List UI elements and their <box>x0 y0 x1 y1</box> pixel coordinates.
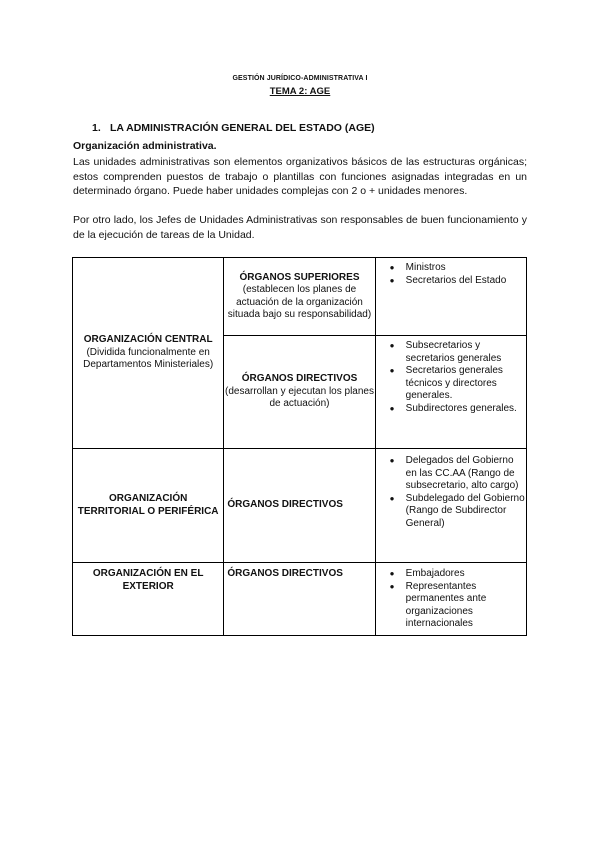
exterior-list <box>376 568 526 631</box>
course-header: GESTIÓN JURÍDICO-ADMINISTRATIVA I <box>232 75 368 82</box>
tema-title-text: TEMA 2: AGE <box>269 86 331 97</box>
list-item: ● Secretarios generales técnicos y directores generales. <box>396 365 526 403</box>
exterior-organ-cell <box>224 563 375 636</box>
list-item: ● Subsecretarios y secretarios generales <box>396 340 526 365</box>
table-row <box>73 449 527 563</box>
territorial-list-cell <box>375 449 526 563</box>
paragraph-1: Las unidades administrativas son elementos organizativos básicos de las estructuras orgánicas; estos comprenden puestos de trabajo o plantillas con funciones asignadas integradas en un determinado órgano. Puede haber unidades complejas con 2 o + unidades menores. <box>73 156 527 198</box>
central-org-title: ORGANIZACIÓN CENTRAL <box>83 334 213 346</box>
list-item: ● Delegados del Gobierno en las CC.AA (Rango de subsecretario, alto cargo) <box>396 455 526 493</box>
directivos-desc: (desarrollan y ejecutan los planes de actuación) <box>225 385 374 410</box>
superiores-desc: (establecen los planes de actuación de la organización situada bajo su responsabilidad) <box>227 284 372 320</box>
list-item: ● Representantes permanentes ante organizaciones internacionales <box>396 581 526 631</box>
territorial-org-cell <box>73 449 224 563</box>
exterior-org-title: ORGANIZACIÓN EN EL EXTERIOR <box>92 568 204 592</box>
superiores-list-cell <box>375 258 526 336</box>
list-item: ● Subdirectores generales. <box>396 403 526 416</box>
central-org-cell <box>73 258 224 449</box>
directivos-title: ÓRGANOS DIRECTIVOS <box>241 373 358 385</box>
territorial-organ-cell <box>224 449 375 563</box>
list-item: ● Subdelegado del Gobierno (Rango de Subdirector General) <box>396 493 526 531</box>
exterior-org-cell <box>73 563 224 636</box>
exterior-list-cell <box>375 563 526 636</box>
directivos-cell <box>224 336 375 449</box>
list-item: ● Ministros <box>396 262 526 275</box>
subtitle: Organización administrativa. <box>73 140 217 152</box>
superiores-cell <box>224 258 375 336</box>
territorial-list <box>376 455 526 530</box>
section-number: 1. <box>92 122 101 134</box>
territorial-org-title: ORGANIZACIÓN TERRITORIAL O PERIFÉRICA <box>77 493 219 517</box>
directivos-list <box>376 340 526 415</box>
table-row <box>73 258 527 336</box>
territorial-organ: ÓRGANOS DIRECTIVOS <box>227 499 343 511</box>
exterior-organ: ÓRGANOS DIRECTIVOS <box>227 568 343 579</box>
paragraph-2: Por otro lado, los Jefes de Unidades Administrativas son responsables de buen funcionamiento y de la ejecución de tareas de la Unidad. <box>73 214 527 241</box>
central-org-note: (Dividida funcionalmente en Departamentos Ministeriales) <box>83 346 214 371</box>
directivos-list-cell <box>375 336 526 449</box>
table-row <box>73 563 527 636</box>
tema-title <box>0 86 600 97</box>
organization-table <box>72 257 527 636</box>
superiores-list <box>376 262 526 287</box>
list-item: ● Embajadores <box>396 568 526 581</box>
section-title: LA ADMINISTRACIÓN GENERAL DEL ESTADO (AGE) <box>110 122 375 134</box>
superiores-title: ÓRGANOS SUPERIORES <box>239 271 360 283</box>
list-item: ● Secretarios del Estado <box>396 275 526 288</box>
section-heading <box>92 122 375 134</box>
